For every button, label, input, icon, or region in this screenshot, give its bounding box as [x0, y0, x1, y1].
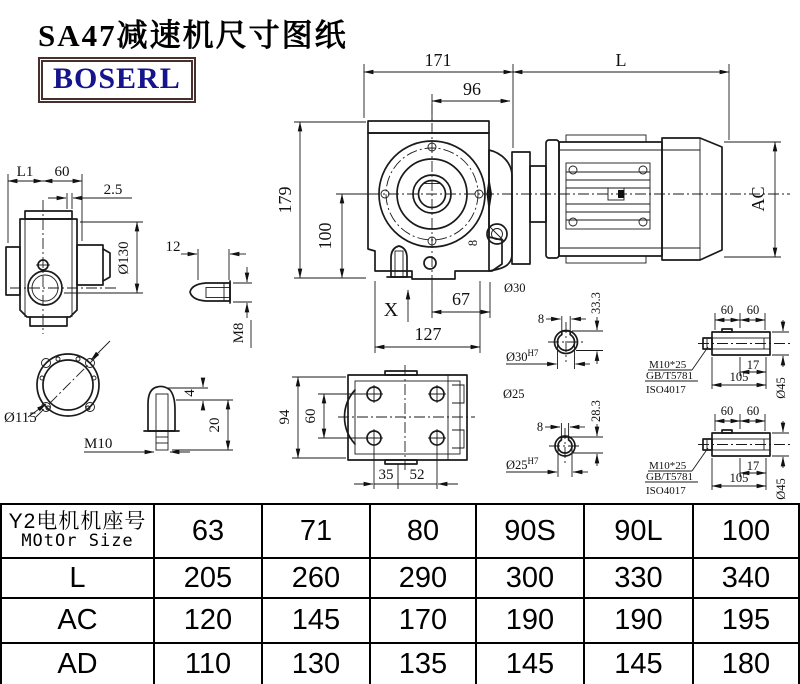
- m8-bolt-detail: [166, 239, 253, 348]
- cell-AD-71: 130: [262, 643, 370, 684]
- cell-AC-90S: 190: [476, 598, 584, 643]
- dim-AC: AC: [748, 186, 768, 212]
- dim-60a: 60: [720, 303, 734, 317]
- cell-AD-80: 135: [370, 643, 476, 684]
- oil-level-X: X: [383, 299, 399, 321]
- header-cn: Y2电机机座号: [8, 510, 147, 534]
- dim-171: 171: [424, 50, 452, 70]
- col-90S: 90S: [476, 504, 584, 558]
- label-M10: M10: [84, 436, 113, 452]
- label-gb: GB/T5781: [646, 471, 694, 483]
- cell-L-90L: 330: [584, 558, 693, 598]
- dim-17: 17: [746, 358, 760, 372]
- dim-127: 127: [414, 324, 442, 344]
- callout-d25: Ø25: [503, 387, 525, 401]
- dim-100: 100: [315, 222, 335, 250]
- table-row-L: [1, 558, 799, 598]
- dim-67: 67: [452, 289, 470, 309]
- flange-view: [4, 341, 110, 426]
- dim-d45: Ø45: [774, 478, 788, 500]
- label-iso: ISO4017: [646, 485, 686, 497]
- dim-8-rotated: 8: [466, 239, 480, 247]
- cell-AC-80: 170: [370, 598, 476, 643]
- shaft-sleeve-detail-bottom: [645, 404, 790, 500]
- cell-AD-100: 180: [693, 643, 799, 684]
- dim-28.3: 28.3: [589, 400, 603, 422]
- page-title: SA47减速机尺寸图纸: [38, 18, 348, 53]
- cell-L-100: 340: [693, 558, 799, 598]
- dim-L1: L1: [16, 164, 34, 180]
- header-en: MOtOr Size: [21, 531, 134, 552]
- label-M8: M8: [231, 322, 247, 344]
- side-view: [6, 164, 143, 334]
- row-label-L: L: [1, 558, 154, 598]
- shaft-d30-label: Ø30: [504, 281, 526, 295]
- dim-52: 52: [409, 467, 425, 483]
- cell-L-63: 205: [154, 558, 262, 598]
- col-90L: 90L: [584, 504, 693, 558]
- dim-17: 17: [746, 459, 760, 473]
- col-71: 71: [262, 504, 370, 558]
- bottom-view: [277, 365, 475, 489]
- dim-2.5: 2.5: [103, 182, 123, 198]
- cell-AD-63: 110: [154, 643, 262, 684]
- dim-94: 94: [277, 409, 293, 425]
- dim-60-side: 60: [54, 164, 70, 180]
- header-motor-size: [1, 504, 154, 558]
- dim-d115: Ø115: [4, 410, 37, 426]
- dim-60-bottom: 60: [303, 408, 319, 424]
- dim-60b: 60: [746, 404, 760, 418]
- label-gb: GB/T5781: [646, 370, 694, 382]
- cell-AC-100: 195: [693, 598, 799, 643]
- cell-L-71: 260: [262, 558, 370, 598]
- dim-105: 105: [729, 471, 749, 485]
- dim-60a: 60: [720, 404, 734, 418]
- row-label-AD: AD: [1, 643, 154, 684]
- mounting-holes: [365, 385, 446, 447]
- dim-L: L: [615, 50, 627, 70]
- dim-d130: Ø130: [116, 241, 132, 275]
- bore-30-detail: [506, 292, 603, 369]
- dim-12: 12: [165, 239, 181, 255]
- cell-L-80: 290: [370, 558, 476, 598]
- cell-AC-71: 145: [262, 598, 370, 643]
- label-d25H7: $Ø25^{H7}$: [506, 456, 539, 472]
- dim-key-8-25: 8: [536, 420, 544, 434]
- cell-AC-90L: 190: [584, 598, 693, 643]
- dim-105: 105: [729, 370, 749, 384]
- col-100: 100: [693, 504, 799, 558]
- dim-60b: 60: [746, 303, 760, 317]
- dim-20: 20: [207, 417, 223, 433]
- dim-4: 4: [182, 389, 198, 397]
- cell-AC-63: 120: [154, 598, 262, 643]
- cell-L-90S: 300: [476, 558, 584, 598]
- motor-size-table: [0, 503, 800, 684]
- dim-96: 96: [463, 79, 481, 99]
- dim-35: 35: [378, 467, 394, 483]
- main-view: [275, 50, 790, 353]
- col-63: 63: [154, 504, 262, 558]
- brand-logo: BOSERL: [38, 57, 196, 103]
- m10-bolt-detail: [84, 379, 233, 452]
- dim-d45: Ø45: [774, 377, 788, 399]
- dim-179: 179: [275, 186, 295, 214]
- row-label-AC: AC: [1, 598, 154, 643]
- col-80: 80: [370, 504, 476, 558]
- dim-key-8: 8: [537, 312, 545, 326]
- table-row-AC: [1, 598, 799, 643]
- label-d30H7: $Ø30^{H7}$: [506, 348, 539, 364]
- label-bolt: M10*25: [649, 359, 687, 371]
- cell-AD-90L: 145: [584, 643, 693, 684]
- dim-33.3: 33.3: [589, 292, 603, 314]
- bore-25-detail: [503, 387, 603, 477]
- label-iso: ISO4017: [646, 384, 686, 396]
- shaft-sleeve-detail-top: [645, 303, 790, 399]
- cell-AD-90S: 145: [476, 643, 584, 684]
- table-header-row: [1, 504, 799, 558]
- label-bolt: M10*25: [649, 460, 687, 472]
- table-row-AD: [1, 643, 799, 684]
